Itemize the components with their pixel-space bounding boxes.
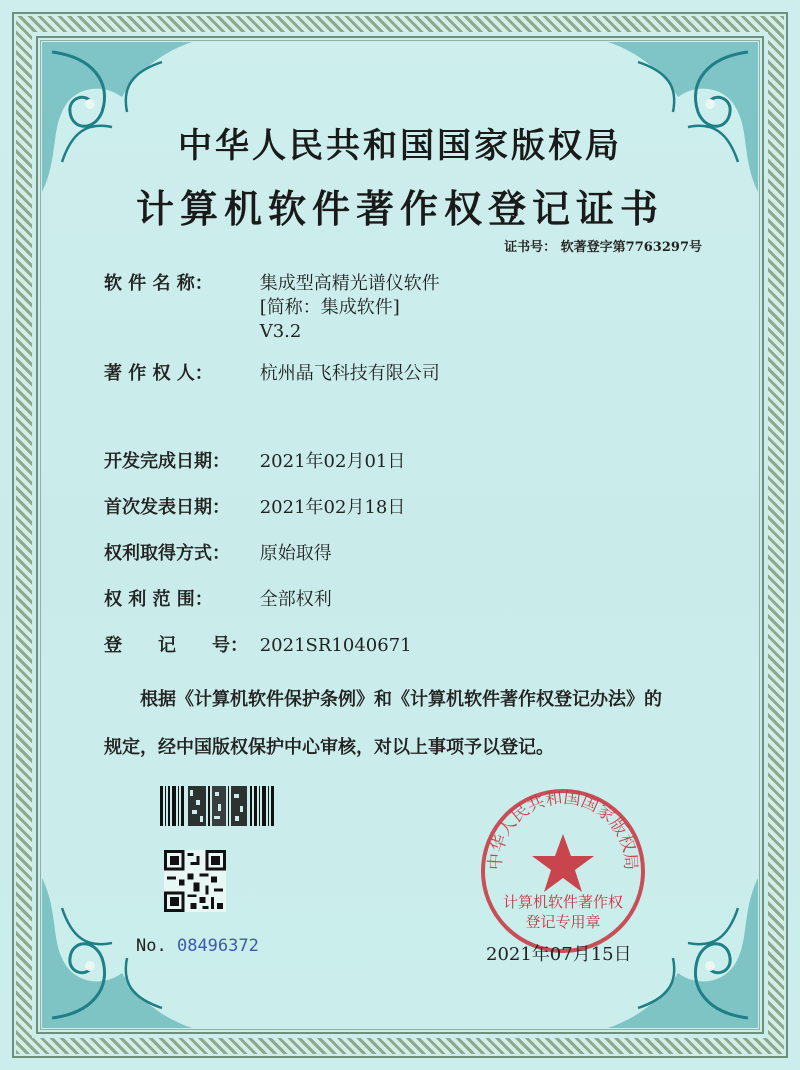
reg-no-value: 2021SR1040671	[259, 635, 412, 656]
reg-no-row	[104, 634, 412, 658]
acquire-label: 权利取得方式：	[104, 543, 230, 564]
software-name-label: 软 件 名 称：	[104, 273, 213, 294]
dev-date-row	[104, 450, 405, 474]
seal-inner-text	[478, 892, 648, 932]
reg-no-label: 登 记 号：	[104, 635, 248, 656]
certificate-number	[504, 236, 702, 255]
barcode-icon	[160, 786, 274, 826]
acquire-row	[104, 542, 332, 566]
certificate-number-label: 证书号：	[504, 240, 557, 255]
issue-date: 2021年07月15日	[486, 944, 632, 965]
software-name-line-2: [简称：集成软件]	[259, 297, 400, 318]
acquire-value: 原始取得	[259, 543, 332, 564]
corner-ornament-top-right	[608, 42, 758, 192]
pub-date-row	[104, 496, 405, 520]
corner-ornament-top-left	[42, 42, 192, 192]
seal-inner-line-2: 登记专用章	[525, 913, 601, 931]
pub-date-label: 首次发表日期：	[104, 497, 230, 518]
serial-value: 08496372	[176, 936, 259, 956]
issuing-authority: 中华人民共和国国家版权局	[178, 126, 622, 166]
software-name-line-1: 集成型高精光谱仪软件	[259, 273, 440, 294]
serial-prefix: No.	[136, 936, 167, 956]
software-name-row	[104, 272, 440, 344]
dev-date-label: 开发完成日期：	[104, 451, 230, 472]
statement-line-1: 根据《计算机软件保护条例》和《计算机软件著作权登记办法》的	[140, 689, 662, 710]
certificate-title: 计算机软件著作权登记证书	[135, 186, 664, 231]
scope-value: 全部权利	[259, 589, 332, 610]
software-name-value	[260, 272, 440, 344]
owner-row	[104, 362, 440, 386]
scope-row	[104, 588, 332, 612]
pub-date-value: 2021年02月18日	[259, 497, 406, 518]
owner-label: 著 作 权 人：	[104, 363, 213, 384]
owner-value: 杭州晶飞科技有限公司	[259, 363, 440, 384]
software-name-line-3: V3.2	[259, 321, 302, 342]
scope-label: 权 利 范 围：	[104, 589, 213, 610]
seal-inner-line-1: 计算机软件著作权	[502, 893, 623, 911]
seal-ring-text: 中华人民共和国国家版权局	[485, 787, 641, 871]
seal-star-icon	[532, 834, 594, 892]
dev-date-value: 2021年02月01日	[259, 451, 406, 472]
certificate-number-value: 软著登字第7763297号	[560, 240, 702, 255]
statement-line-2: 规定，经中国版权保护中心审核，对以上事项予以登记。	[104, 737, 554, 758]
serial-number	[136, 936, 259, 956]
qr-code-icon	[164, 850, 226, 912]
statement	[104, 676, 704, 772]
